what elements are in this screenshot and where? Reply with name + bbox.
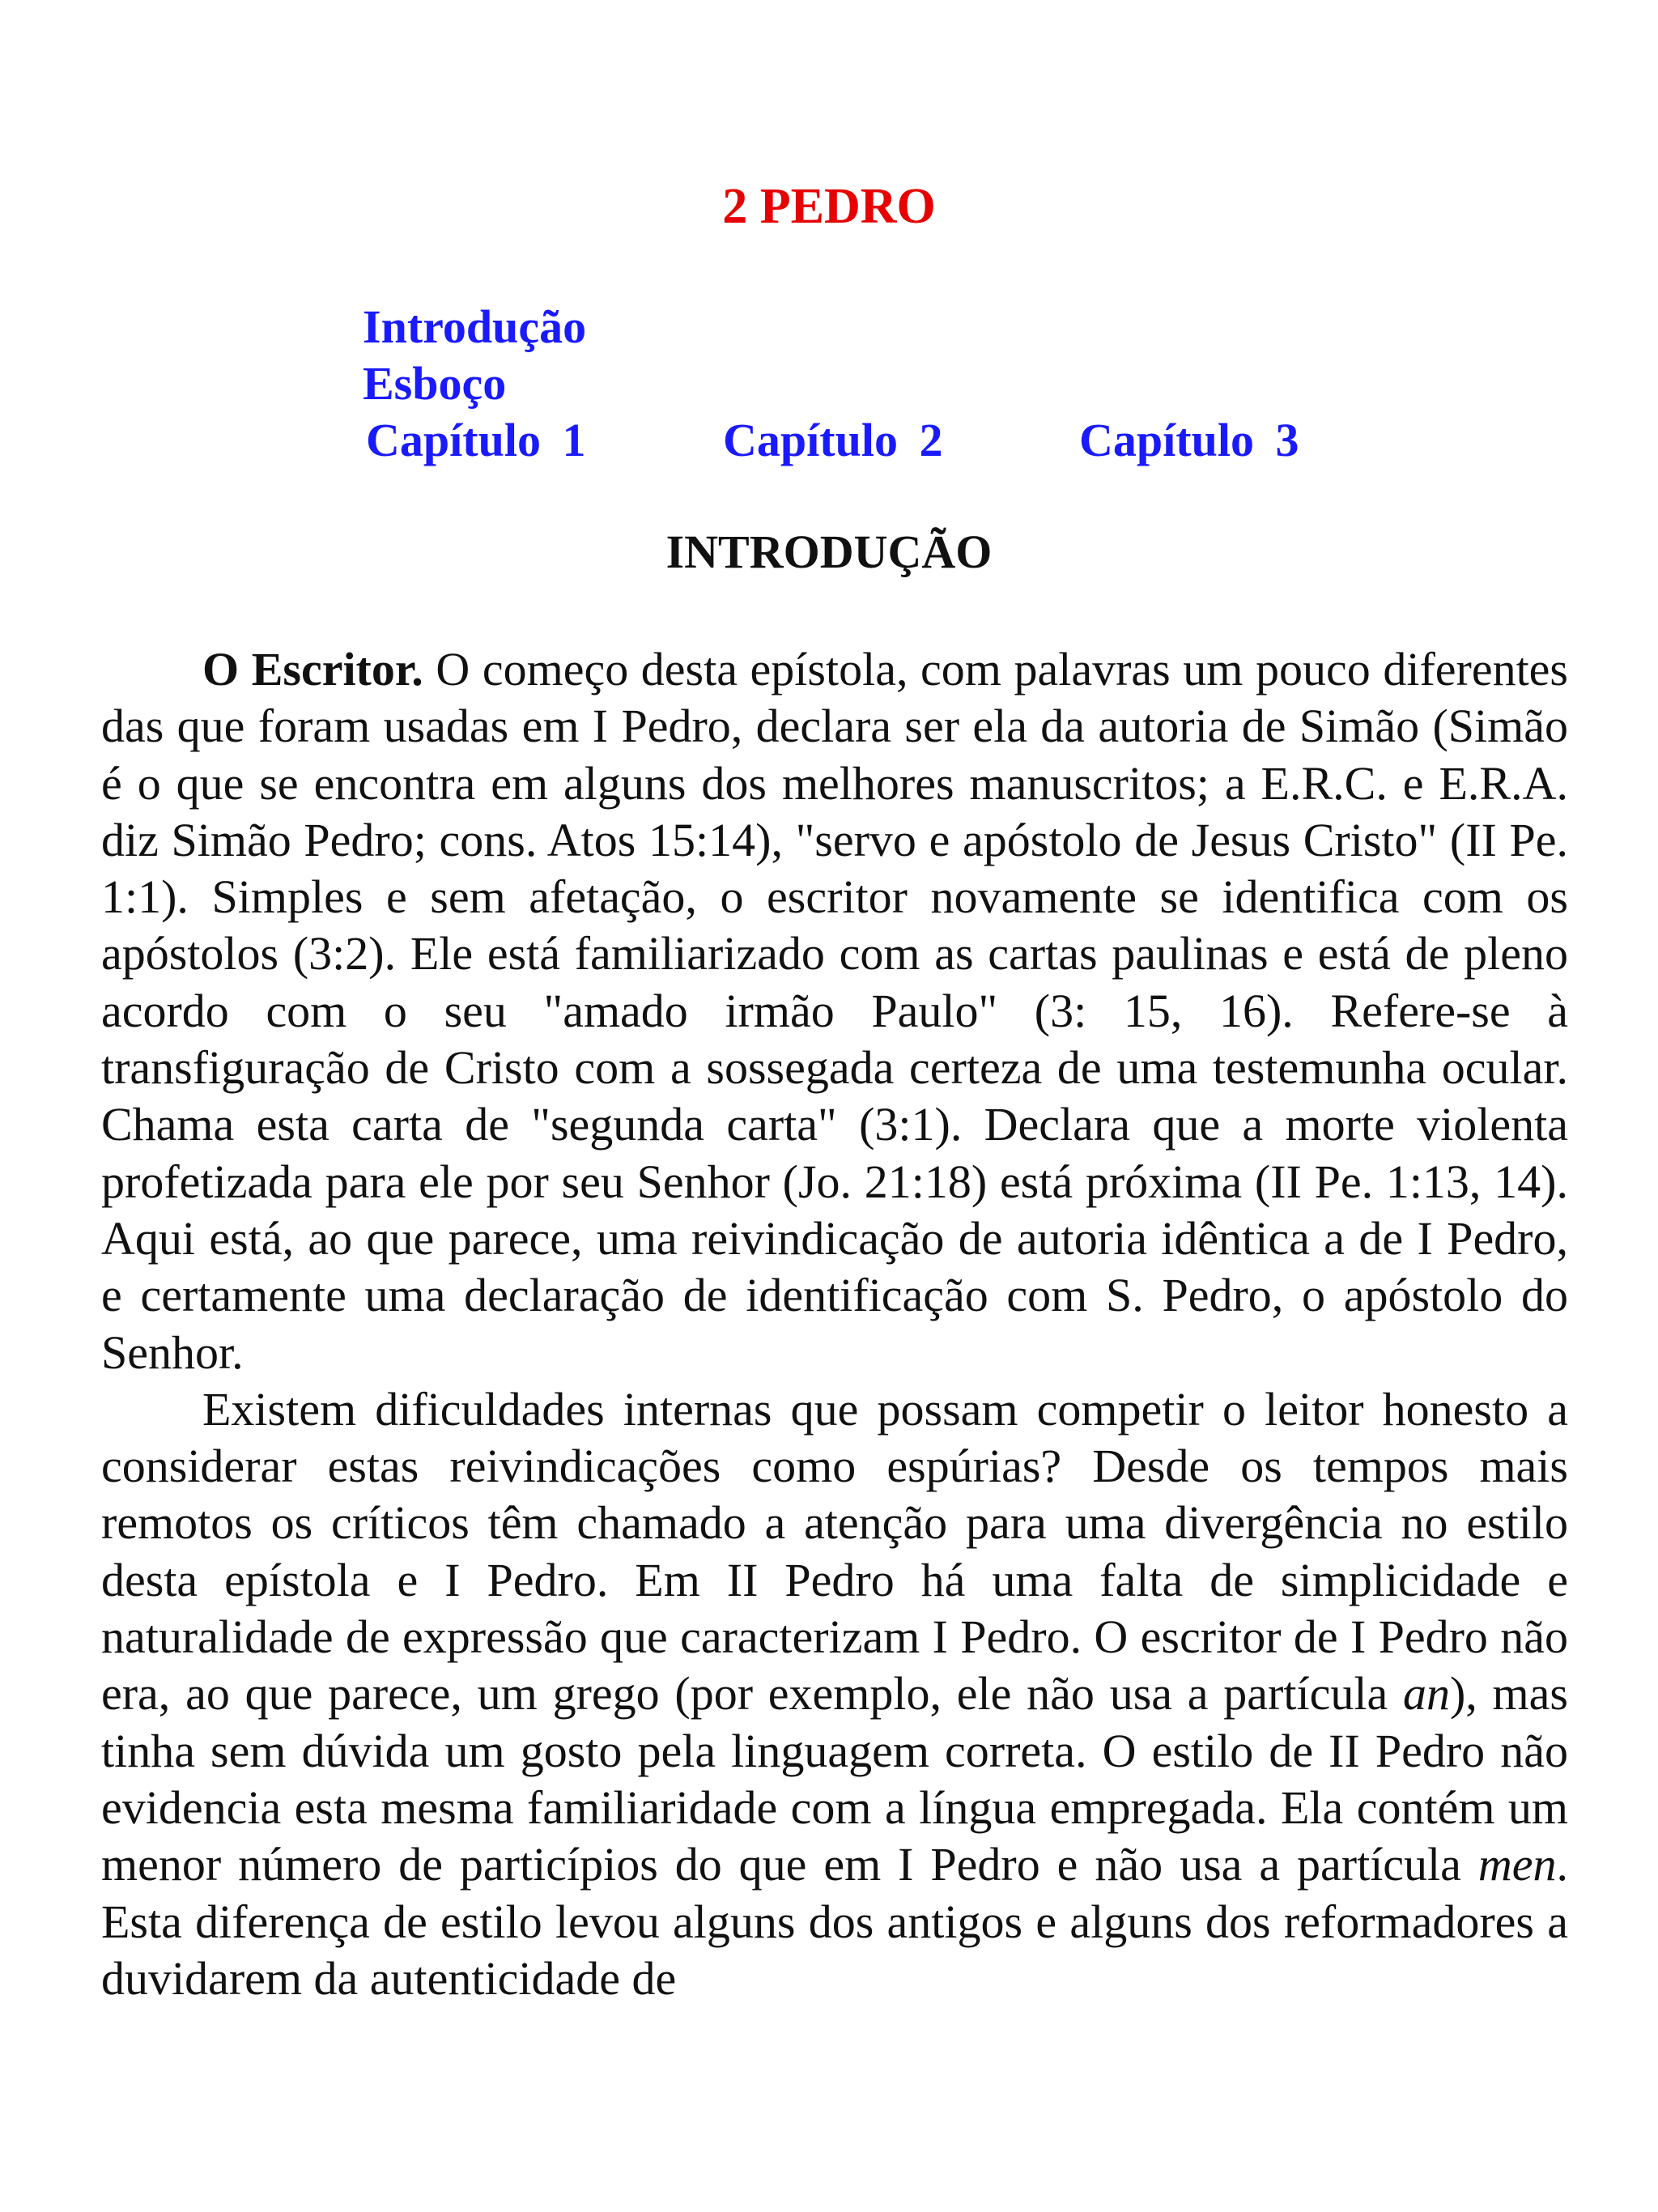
italic-term-an: an: [1402, 1667, 1450, 1721]
document-title: 2 PEDRO: [722, 179, 936, 234]
paragraph-text: O começo desta epístola, com palavras um pouco diferentes das que foram usadas em I Pedro, declara ser ela da autoria de Simão (Simão é o que se encontra em alguns dos melhores manuscritos; a E.R.C. e E.R.A. diz Simão Pedro; cons. Atos 15:14), "servo e apóstolo de Jesus Cristo" (II Pe. 1:1). Simples e sem afetação, o escritor novamente se identifica com os apóstolos (3:2). Ele está familiarizado com as cartas paulinas e está de pleno acordo com o seu "amado irmão Paulo" (3: 15, 16). Refere-se à transfiguração de Cristo com a sossegada certeza de uma testemunha ocular. Chama esta carta de "segunda carta" (3:1). Declara que a morte violenta profetizada para ele por seu Senhor (Jo. 21:18) está próxima (II Pe. 1:13, 14). Aqui está, ao que parece, uma reivindicação de autoria idêntica a de I Pedro, e certamente uma declaração de identificação com S. Pedro, o apóstolo do Senhor.: [101, 643, 1568, 1379]
paragraph-dificuldades: [101, 1381, 1568, 2007]
nav-link-esboco[interactable]: Esboço: [363, 357, 507, 410]
paragraph-text-part3: . Esta diferença de estilo levou alguns dos antigos e alguns dos reformadores a duvidarem da autenticidade de: [101, 1838, 1568, 2005]
body-text: [101, 641, 1568, 2007]
nav-link-capitulo-3[interactable]: Capítulo 3: [1079, 414, 1299, 466]
paragraph-lead: O Escritor.: [202, 643, 423, 696]
paragraph-text-part2: ), mas tinha sem dúvida um gosto pela linguagem correta. O estilo de II Pedro não evidencia esta mesma familiaridade com a língua empregada. Ela contém um menor número de particípios do que em I Pedro e não usa a partícula: [101, 1667, 1568, 1891]
nav-link-introducao[interactable]: Introdução: [363, 300, 587, 353]
paragraph-escritor: [101, 641, 1568, 1381]
paragraph-text-part1: Existem dificuldades internas que possam competir o leitor honesto a considerar estas reivindicações como espúrias? Desde os tempos mais remotos os críticos têm chamado a atenção para uma divergência no estilo desta epístola e I Pedro. Em II Pedro há uma falta de simplicidade e naturalidade de expressão que caracterizam I Pedro. O escritor de I Pedro não era, ao que parece, um grego (por exemplo, ele não usa a partícula: [101, 1382, 1568, 1721]
section-heading-introducao: INTRODUÇÃO: [665, 525, 993, 578]
nav-link-capitulo-2[interactable]: Capítulo 2: [723, 414, 943, 466]
nav-link-capitulo-1[interactable]: Capítulo 1: [366, 414, 586, 466]
italic-term-men: men: [1477, 1838, 1557, 1891]
